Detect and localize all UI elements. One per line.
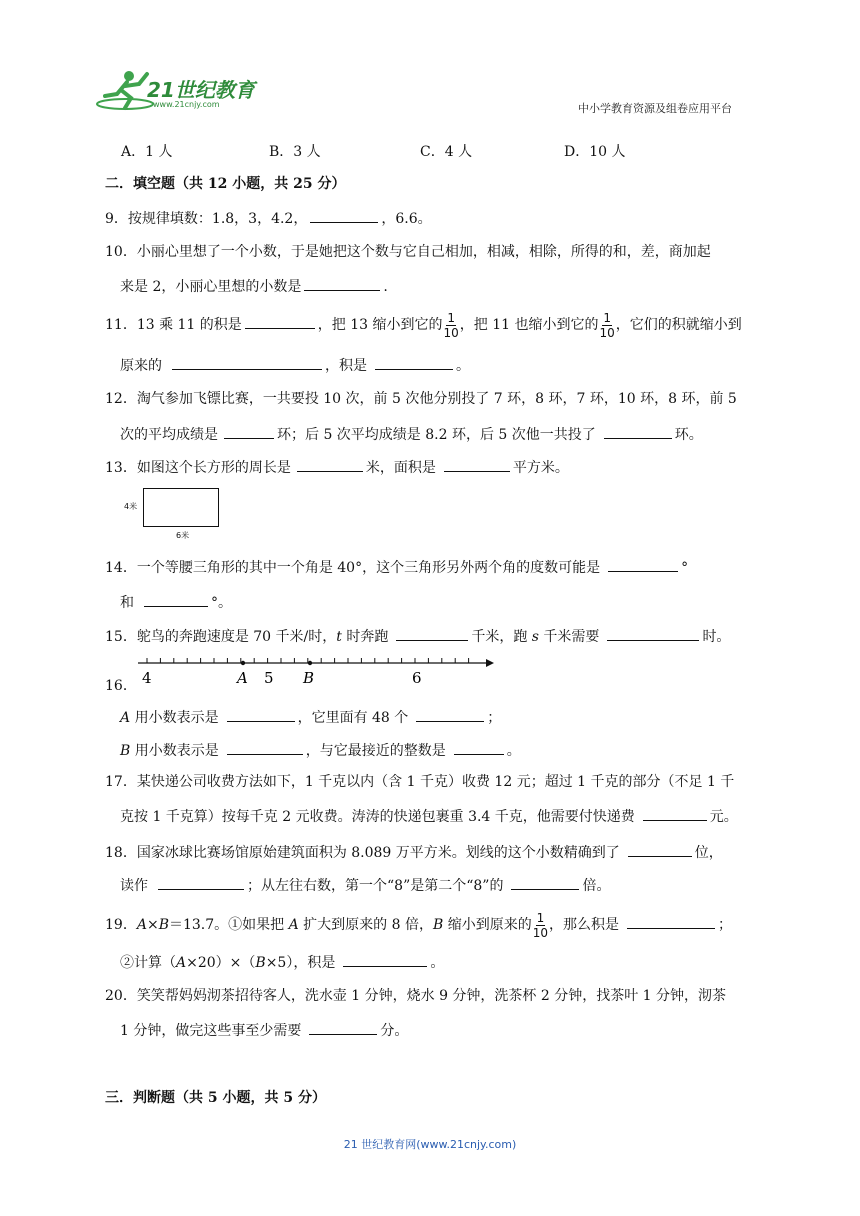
logo-url: www.21cnjy.com	[153, 100, 220, 109]
q19-text: ＝13.7。①如果把	[168, 917, 289, 933]
q11-text: 11．13 乘 11 的积是	[105, 317, 242, 333]
answer-blank[interactable]	[309, 1020, 377, 1035]
q12-text: 次的平均成绩是	[120, 427, 218, 443]
answer-blank[interactable]	[158, 875, 244, 890]
variable-b: B	[433, 917, 444, 933]
tick-label-5: 5	[264, 669, 274, 687]
section-title-fill-blank: 二．填空题（共 12 小题，共 25 分）	[105, 176, 346, 192]
variable-a: A	[136, 917, 147, 933]
q14-text: 14．一个等腰三角形的其中一个角是 40°，这个三角形另外两个角的度数可能是	[105, 560, 601, 576]
q19-text: ×20）×（	[186, 955, 256, 971]
section-title-true-false: 三．判断题（共 5 小题，共 5 分）	[105, 1090, 326, 1106]
question-16-line-1	[120, 707, 501, 727]
question-12-line-2	[120, 424, 703, 444]
q16-text-end: ；	[487, 710, 502, 726]
answer-blank[interactable]	[608, 557, 678, 572]
q9-text: 9．按规律填数：1.8，3，4.2，	[105, 211, 308, 227]
tick-label-4: 4	[142, 669, 152, 687]
variable-s: s	[531, 629, 539, 645]
footer-site: 21 世纪教育网(www.21cnjy.com)	[343, 1138, 517, 1151]
q18-text: 读作	[120, 878, 148, 894]
point-b-label: B	[303, 669, 315, 687]
question-14-line-2	[120, 592, 232, 612]
option-b: B．3 人	[269, 144, 321, 160]
option-d: D．10 人	[564, 144, 626, 160]
variable-a: A	[176, 955, 187, 971]
variable-a: A	[288, 917, 299, 933]
answer-blank[interactable]	[297, 457, 363, 472]
answer-blank[interactable]	[627, 914, 715, 929]
q16-text-end: 。	[506, 743, 521, 759]
question-17-line-1: 17．某快递公司收费方法如下，1 千克以内（含 1 千克）收费 12 元；超过 1 千克的部分（不足 1 千	[105, 774, 735, 790]
q11-text: 原来的	[120, 358, 162, 374]
rectangle-height-label: 4米	[124, 502, 138, 511]
logo	[95, 68, 265, 114]
answer-blank[interactable]	[227, 707, 295, 722]
question-9	[105, 208, 432, 228]
q15-text: 时奔跑	[341, 629, 389, 645]
q18-text: ；从左往右数，第一个“8”是第二个“8”的	[247, 878, 504, 894]
question-17-line-2	[120, 806, 738, 826]
q19-text-end: 。	[430, 955, 445, 971]
answer-blank[interactable]	[144, 592, 208, 607]
variable-b: B	[120, 743, 131, 759]
answer-blank[interactable]	[227, 740, 303, 755]
point-a-label: A	[237, 669, 248, 687]
answer-blank[interactable]	[643, 806, 707, 821]
q15-text-end: 时。	[702, 629, 731, 645]
fraction-one-tenth: $\frac{1}{10}$	[599, 310, 615, 340]
q12-text: 环；后 5 次平均成绩是 8.2 环，后 5 次他一共投了	[277, 427, 596, 443]
answer-blank[interactable]	[343, 952, 427, 967]
q16-text: ，它里面有 48 个	[297, 710, 409, 726]
fraction-one-tenth: $\frac{1}{10}$	[443, 310, 459, 340]
q19-text: ②计算（	[120, 955, 176, 971]
point-a-dot	[241, 661, 245, 665]
answer-blank[interactable]	[511, 875, 579, 890]
question-10-line-1: 10．小丽心里想了一个小数，于是她把这个数与它自己相加，相减，相除，所得的和，差，商加起	[105, 244, 711, 260]
q14-text-end: °。	[211, 595, 232, 611]
answer-blank[interactable]	[224, 424, 274, 439]
q10-text-end: .	[383, 279, 388, 295]
tick-label-6: 6	[412, 669, 422, 687]
fraction-one-tenth: $\frac{1}{10}$	[532, 910, 549, 940]
question-20-line-1: 20．笑笑帮妈妈沏茶招待客人，洗水壶 1 分钟，烧水 9 分钟，洗茶杯 2 分钟，找茶叶 1 分钟，沏茶	[105, 988, 727, 1004]
logo-text: 21世纪教育	[147, 78, 255, 102]
variable-b: B	[255, 955, 266, 971]
q19-text: 19．	[105, 917, 137, 933]
question-18-line-1	[105, 842, 723, 862]
variable-b: B	[158, 917, 169, 933]
q19-text-end: ；	[718, 917, 733, 933]
answer-blank[interactable]	[396, 626, 468, 641]
question-16-line-2	[120, 740, 521, 760]
question-19-line-2	[120, 952, 444, 972]
q15-text: 千米，跑	[471, 629, 532, 645]
q19-text: 扩大到原来的 8 倍，	[298, 917, 433, 933]
q11-text: ，把 13 缩小到它的	[317, 317, 443, 333]
question-11-line-2	[120, 355, 470, 375]
q11-text-end: 。	[456, 358, 470, 374]
q16-text: 用小数表示是	[130, 743, 219, 759]
q19-text: ×5），积是	[265, 955, 336, 971]
q13-text: 米，面积是	[365, 460, 436, 476]
q16-number: 16．	[105, 678, 137, 694]
answer-blank[interactable]	[454, 740, 504, 755]
question-19-line-1	[105, 910, 732, 940]
rectangle-width-label: 6米	[176, 531, 190, 540]
q16-text: ，与它最接近的整数是	[305, 743, 446, 759]
question-13	[105, 457, 569, 477]
answer-blank[interactable]	[310, 208, 378, 223]
q13-text-end: 平方米。	[512, 460, 569, 476]
answer-blank[interactable]	[245, 314, 315, 329]
q20-text-end: 分。	[380, 1023, 409, 1039]
q18-text-end: 位，	[694, 845, 723, 861]
number-line	[138, 654, 498, 688]
header-platform-text: 中小学教育资源及组卷应用平台	[578, 102, 732, 115]
question-18-line-2	[120, 875, 610, 895]
q15-text: 千米需要	[538, 629, 600, 645]
runner-logo-icon	[95, 68, 155, 114]
q14-text: 和	[120, 595, 134, 611]
rectangle-figure	[143, 488, 219, 527]
variable-a: A	[120, 710, 131, 726]
q11-text: ，把 11 也缩小到它的	[459, 317, 599, 333]
answer-blank[interactable]	[444, 457, 510, 472]
q12-text-end: 环。	[674, 427, 703, 443]
point-b-dot	[308, 661, 312, 665]
q9-text-end: ，6.6。	[381, 211, 432, 227]
q11-text: ，积是	[325, 358, 367, 374]
q20-text: 1 分钟，做完这些事至少需要	[120, 1023, 302, 1039]
question-10-line-2	[120, 276, 388, 296]
q11-text: ，它们的积就缩小到	[615, 317, 742, 333]
q19-text: ×	[146, 917, 159, 933]
question-20-line-2	[120, 1020, 408, 1040]
answer-blank[interactable]	[416, 707, 484, 722]
answer-blank[interactable]	[604, 424, 672, 439]
q18-text: 18．国家冰球比赛场馆原始建筑面积为 8.089 万平方米。划线的这个小数精确到了	[105, 845, 620, 861]
question-12-line-1: 12．淘气参加飞镖比赛，一共要投 10 次，前 5 次他分别投了 7 环，8 环，7 环，10 环，8 环，前 5	[105, 391, 737, 407]
q16-text: 用小数表示是	[130, 710, 219, 726]
q17-text-end: 元。	[709, 809, 738, 825]
question-15	[105, 626, 730, 646]
answer-blank[interactable]	[628, 842, 692, 857]
option-a: A．1 人	[121, 144, 173, 160]
answer-blank[interactable]	[304, 276, 380, 291]
q19-text: ，那么积是	[549, 917, 620, 933]
option-c: C．4 人	[420, 144, 473, 160]
question-11-line-1	[105, 310, 742, 340]
q15-text: 15．鸵鸟的奔跑速度是 70 千米/时，	[105, 629, 337, 645]
answer-blank[interactable]	[607, 626, 699, 641]
answer-blank[interactable]	[172, 355, 322, 370]
q10-text: 来是 2，小丽心里想的小数是	[120, 279, 302, 295]
variable-t: t	[336, 629, 342, 645]
q13-text: 13．如图这个长方形的周长是	[105, 460, 291, 476]
degree-symbol: °	[681, 560, 689, 576]
q17-text: 克按 1 千克算）按每千克 2 元收费。涛涛的快递包裹重 3.4 千克，他需要付快递费	[120, 809, 635, 825]
answer-blank[interactable]	[375, 355, 453, 370]
q18-text-end: 倍。	[582, 878, 611, 894]
question-14-line-1	[105, 557, 688, 577]
q19-text: 缩小到原来的	[443, 917, 532, 933]
